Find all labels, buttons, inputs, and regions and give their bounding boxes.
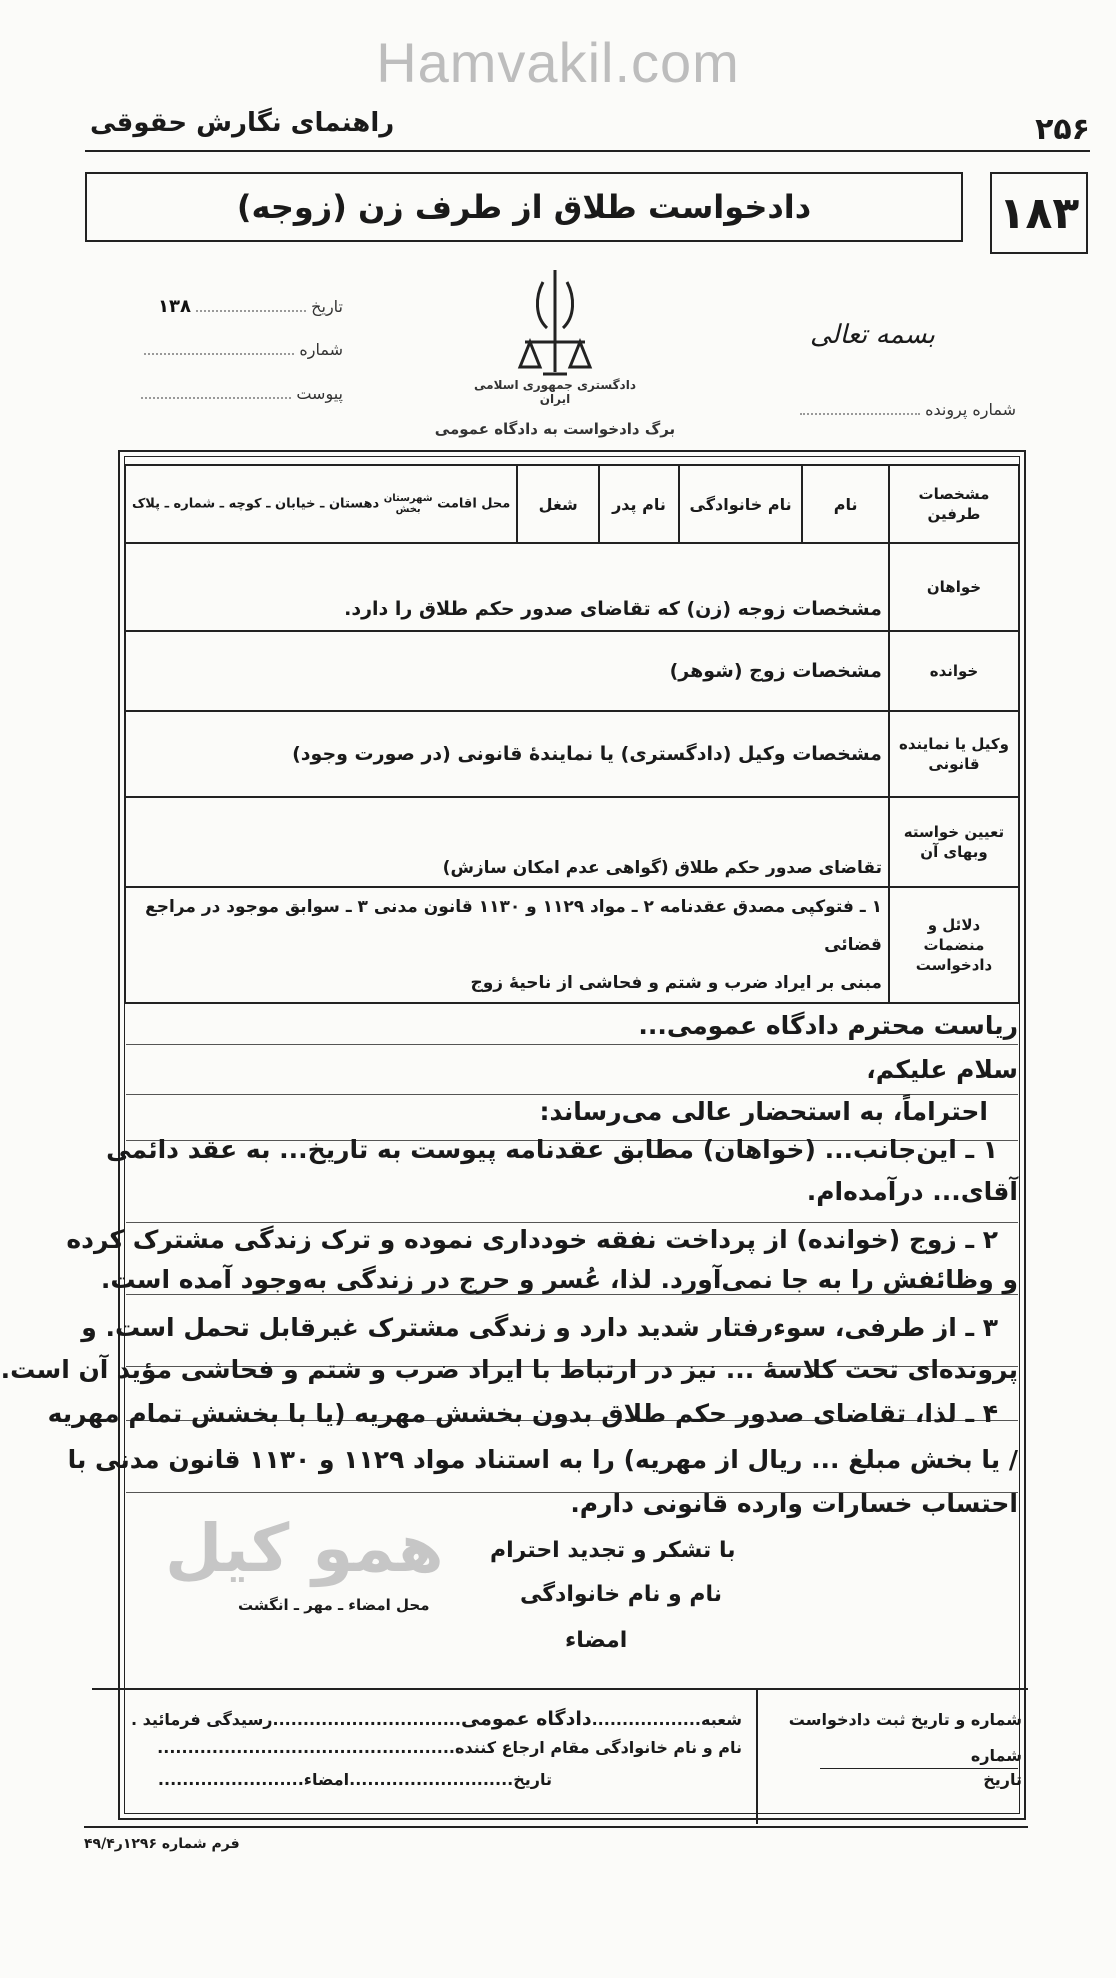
registration-number: شماره bbox=[970, 1746, 1022, 1765]
row-defendant bbox=[125, 631, 1019, 711]
form-title: دادخواست طلاق از طرف زن (زوجه) bbox=[236, 188, 812, 226]
col-parties: مشخصات طرفین bbox=[889, 465, 1019, 543]
form-number: ۱۸۳ bbox=[998, 187, 1080, 239]
row-text: تقاضای صدور حکم طلاق (گواهی عدم امکان سازش) bbox=[125, 797, 889, 887]
watermark-site: Hamvakil.com bbox=[376, 31, 740, 94]
attachment-field: پیوست bbox=[128, 384, 343, 403]
letter-line: / یا بخش مبلغ ... ریال از مهریه) را به استناد مواد ۱۱۲۹ و ۱۱۳۰ قانون مدنی با bbox=[67, 1445, 1018, 1474]
emblem-caption: دادگستری جمهوری اسلامی ایران bbox=[474, 378, 636, 406]
row-label: خوانده bbox=[889, 631, 1019, 711]
letter-line: ۴ ـ لذا، تقاضای صدور حکم طلاق بدون بخشش مهریه (یا با بخشش تمام مهریه bbox=[47, 1399, 998, 1428]
letter-line: و وظائفش را به جا نمی‌آورد. لذا، عُسر و حرج در زندگی به‌وجود آمده است. bbox=[100, 1265, 1018, 1294]
row-evidence bbox=[125, 887, 1019, 1003]
name-line: نام و نام خانوادگی bbox=[520, 1582, 722, 1607]
referral-box bbox=[92, 1688, 1028, 1826]
letter-line: آقای... درآمده‌ام. bbox=[806, 1177, 1018, 1206]
letter-line: ۲ ـ زوج (خوانده) از پرداخت نفقه خودداری نموده و ترک زندگی مشترک کرده bbox=[66, 1225, 998, 1254]
page-number: ۲۵۶ bbox=[1035, 112, 1090, 147]
bismillah: بسمه تعالی bbox=[810, 320, 935, 350]
signature-place: محل امضاء ـ مهر ـ انگشت bbox=[238, 1596, 430, 1614]
court-referral-line: شعبه..................دادگاه عمومی...............................رسیدگی فرمائید . bbox=[130, 1708, 742, 1730]
row-text: ۱ ـ فتوکپی مصدق عقدنامه ۲ ـ مواد ۱۱۲۹ و ۱۱۳۰ قانون مدنی ۳ ـ سوابق موجود در مراجع قضائی مبنی بر ایراد ضرب و شتم و فحاشی از ناحیهٔ زوج bbox=[125, 887, 889, 1003]
date-sign-line: تاریخ...........................امضاء........................ bbox=[157, 1770, 552, 1789]
row-text: مشخصات زوجه (زن) که تقاضای صدور حکم طلاق را دارد. bbox=[125, 543, 889, 631]
row-label: دلائل و منضمات دادخواست bbox=[889, 887, 1019, 1003]
closing: با تشکر و تجدید احترام bbox=[490, 1538, 736, 1563]
parties-table bbox=[124, 464, 1020, 1004]
col-name: نام bbox=[802, 465, 889, 543]
form-caption: برگ دادخواست به دادگاه عمومی bbox=[434, 420, 676, 438]
row-text: مشخصات زوج (شوهر) bbox=[125, 631, 889, 711]
intro: احتراماً، به استحضار عالی می‌رساند: bbox=[539, 1097, 988, 1126]
footer-form-number: فرم شماره ۱۲۹۶ر۴۹/۴ bbox=[84, 1836, 240, 1852]
letter-line: پرونده‌ای تحت کلاسهٔ ... نیز در ارتباط با ایراد ضرب و شتم و فحاشی مؤید آن است. bbox=[0, 1355, 1018, 1384]
running-head-title: راهنمای نگارش حقوقی bbox=[90, 108, 395, 138]
registration-title: شماره و تاریخ ثبت دادخواست bbox=[788, 1710, 1022, 1729]
col-job: شغل bbox=[517, 465, 599, 543]
col-family: نام خانوادگی bbox=[679, 465, 802, 543]
row-label: وکیل یا نماینده قانونی bbox=[889, 711, 1019, 797]
header-rule bbox=[85, 150, 1090, 152]
col-father: نام پدر bbox=[599, 465, 679, 543]
watermark-hamvakil-fa: همو کیل bbox=[165, 1510, 444, 1587]
row-lawyer bbox=[125, 711, 1019, 797]
letter-line: ۱ ـ این‌جانب... (خواهان) مطابق عقدنامه پیوست به تاریخ... به عقد دائمی bbox=[106, 1135, 998, 1164]
greeting: سلام علیکم، bbox=[866, 1055, 1018, 1084]
row-plaintiff bbox=[125, 543, 1019, 631]
number-field: شماره bbox=[128, 340, 343, 359]
date-field: تاریخ ۱۳۸ bbox=[158, 296, 343, 317]
footer-rule bbox=[84, 1826, 1028, 1828]
form-number-box bbox=[990, 172, 1088, 254]
letter-line: احتساب خسارات وارده قانونی دارم. bbox=[570, 1489, 1018, 1518]
case-number-field: شماره پرونده bbox=[800, 400, 1016, 419]
row-text: مشخصات وکیل (دادگستری) یا نمایندهٔ قانونی (در صورت وجود) bbox=[125, 711, 889, 797]
row-claim bbox=[125, 797, 1019, 887]
referrer-line: نام و نام خانوادگی مقام ارجاع کننده................................................. bbox=[157, 1738, 742, 1757]
salutation: ریاست محترم دادگاه عمومی... bbox=[638, 1011, 1018, 1040]
signature: امضاء bbox=[565, 1628, 628, 1653]
row-label: تعیین خواسته وبهای آن bbox=[889, 797, 1019, 887]
registration-date: تاریخ bbox=[983, 1770, 1022, 1789]
letter-line: ۳ ـ از طرفی، سوءرفتار شدید دارد و زندگی مشترک غیرقابل تحمل است. و bbox=[81, 1313, 998, 1342]
row-label: خواهان bbox=[889, 543, 1019, 631]
col-residence: محل اقامت شهرستان بخش دهستان ـ خیابان ـ کوچه ـ شماره ـ پلاک bbox=[125, 465, 517, 543]
form-title-box bbox=[85, 172, 963, 242]
